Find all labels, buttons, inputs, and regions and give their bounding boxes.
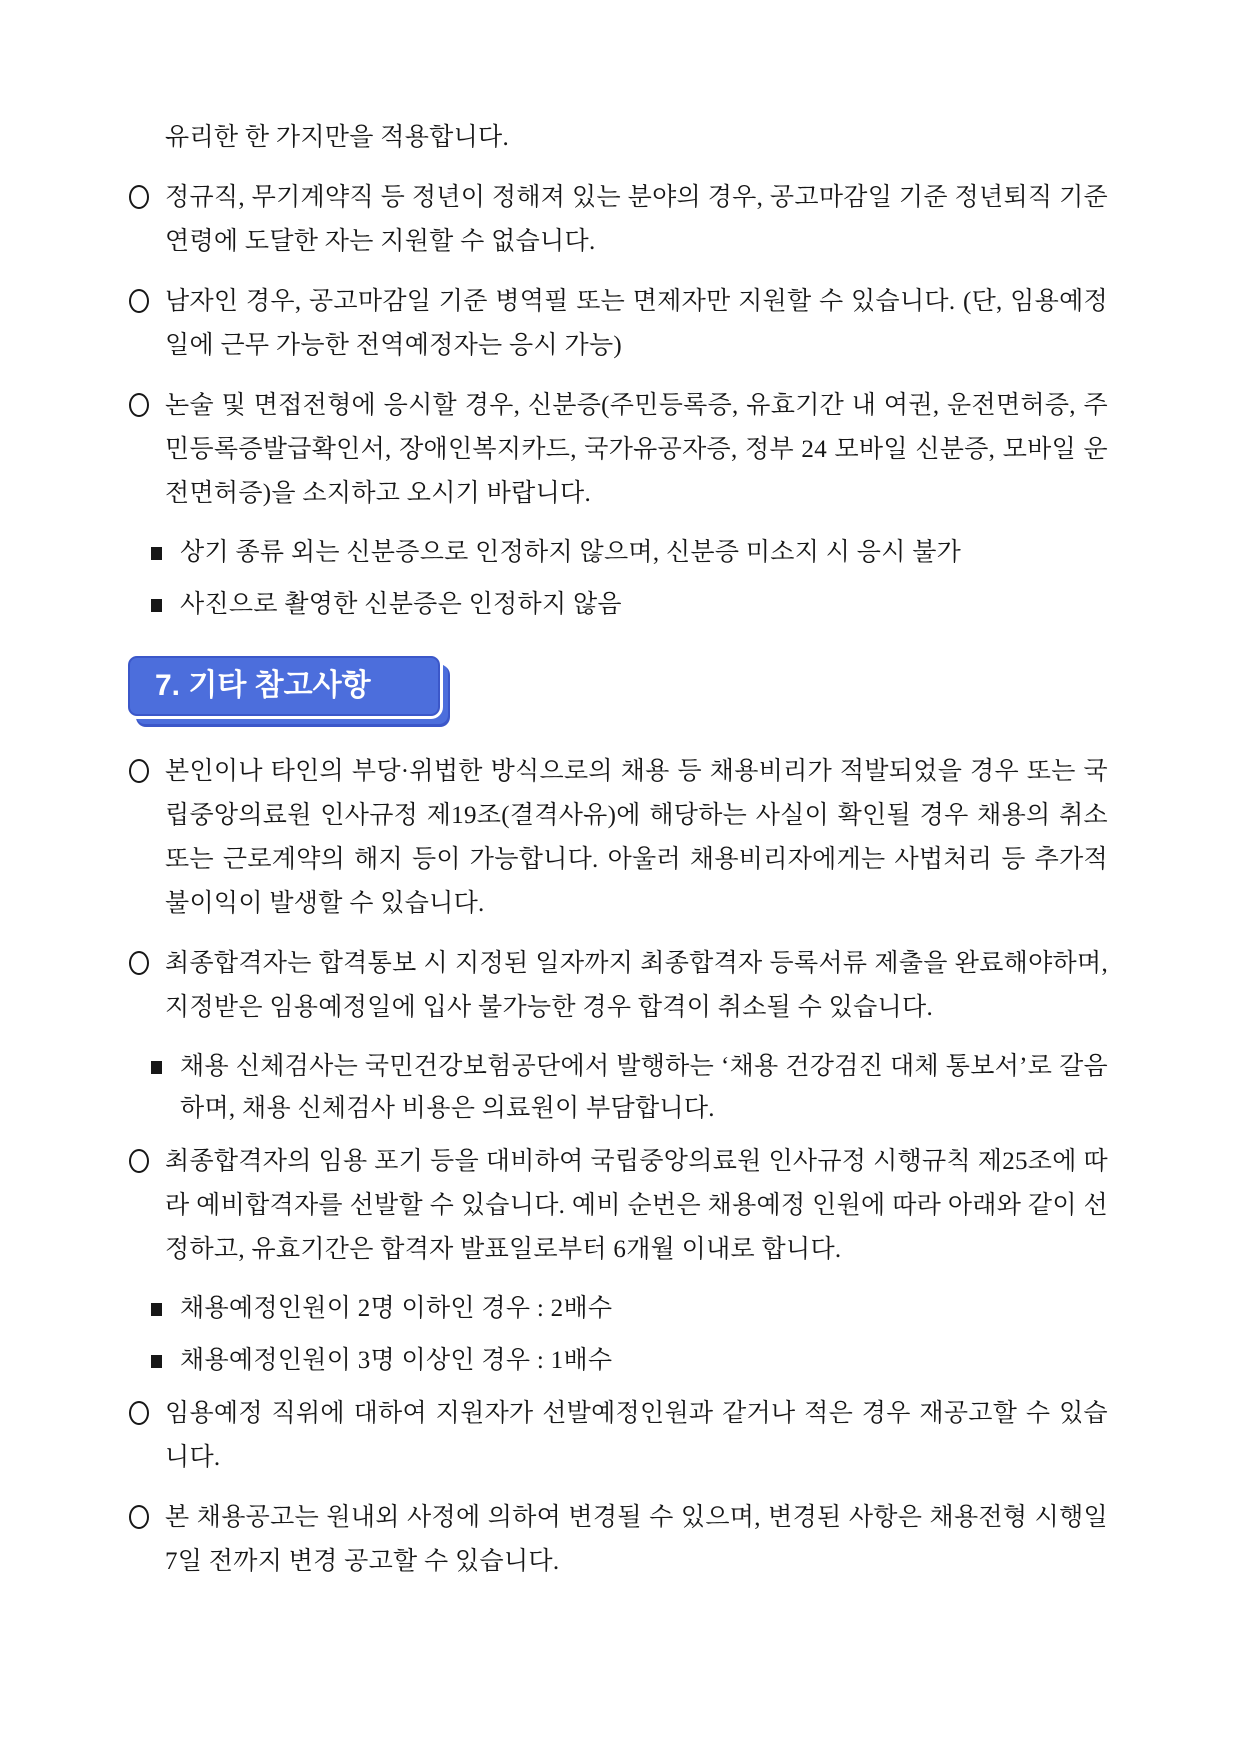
circle-bullet-icon [129, 1505, 149, 1529]
circle-bullet-icon [129, 759, 149, 783]
list-item-text: 채용예정인원이 2명 이하인 경우 : 2배수 [180, 1295, 613, 1322]
list-item [128, 1392, 1108, 1480]
list-item-text: 본 채용공고는 원내외 사정에 의하여 변경될 수 있으며, 변경된 사항은 채용전형 시행일 7일 전까지 변경 공고할 수 있습니다. [165, 1504, 1108, 1575]
list-item-text: 임용예정 직위에 대하여 지원자가 선발예정인원과 같거나 적은 경우 재공고할 수 있습니다. [165, 1400, 1108, 1471]
square-bullet-icon [151, 599, 162, 612]
square-bullet-icon [151, 1355, 162, 1368]
circle-bullet-icon [129, 393, 149, 417]
list-item-text: 논술 및 면접전형에 응시할 경우, 신분증(주민등록증, 유효기간 내 여권, 운전면허증, 주민등록증발급확인서, 장애인복지카드, 국가유공자증, 정부 24 모바일 신분증, 모바일 운전면허증)을 소지하고 오시기 바랍니다. [165, 392, 1108, 507]
list-item-text: 사진으로 촬영한 신분증은 인정하지 않음 [180, 591, 622, 618]
list-item-text: 남자인 경우, 공고마감일 기준 병역필 또는 면제자만 지원할 수 있습니다. (단, 임용예정일에 근무 가능한 전역예정자는 응시 가능) [165, 288, 1108, 359]
list-item [128, 280, 1108, 368]
list-item-text: 최종합격자는 합격통보 시 지정된 일자까지 최종합격자 등록서류 제출을 완료해야하며, 지정받은 임용예정일에 입사 불가능한 경우 합격이 취소될 수 있습니다. [165, 950, 1108, 1021]
circle-bullet-icon [129, 1149, 149, 1173]
list-item [128, 176, 1108, 264]
square-bullet-icon [151, 1061, 162, 1074]
sub-list-item [128, 1288, 1108, 1330]
sub-list-item [128, 532, 1108, 574]
square-bullet-icon [151, 547, 162, 560]
list-item-text: 유리한 한 가지만을 적용합니다. [165, 124, 510, 151]
list-item [128, 750, 1108, 926]
circle-bullet-icon [129, 951, 149, 975]
circle-bullet-icon [129, 289, 149, 313]
list-item-text: 채용예정인원이 3명 이상인 경우 : 1배수 [180, 1347, 613, 1374]
list-item-text: 채용 신체검사는 국민건강보험공단에서 발행하는 ‘채용 건강검진 대체 통보서’로 갈음하며, 채용 신체검사 비용은 의료원이 부담합니다. [180, 1053, 1108, 1122]
list-item-text: 상기 종류 외는 신분증으로 인정하지 않으며, 신분증 미소지 시 응시 불가 [180, 539, 962, 566]
circle-bullet-icon [129, 1401, 149, 1425]
list-item [128, 942, 1108, 1030]
list-item [128, 1140, 1108, 1272]
section-7-header: 7. 기타 참고사항 [128, 656, 440, 716]
list-item [128, 1496, 1108, 1584]
list-item-text: 최종합격자의 임용 포기 등을 대비하여 국립중앙의료원 인사규정 시행규칙 제25조에 따라 예비합격자를 선발할 수 있습니다. 예비 순번은 채용예정 인원에 따라 아래와 같이 선정하고, 유효기간은 합격자 발표일로부터 6개월 이내로 합니다. [165, 1148, 1108, 1263]
sub-list-item [128, 1340, 1108, 1382]
sub-list-item [128, 1046, 1108, 1130]
list-item-text: 정규직, 무기계약직 등 정년이 정해져 있는 분야의 경우, 공고마감일 기준 정년퇴직 기준연령에 도달한 자는 지원할 수 없습니다. [165, 184, 1108, 255]
square-bullet-icon [151, 1303, 162, 1316]
sub-list-item [128, 584, 1108, 626]
section-header-row [128, 656, 1108, 716]
circle-bullet-icon [129, 185, 149, 209]
list-item-continuation [128, 116, 1108, 160]
list-item [128, 384, 1108, 516]
list-item-text: 본인이나 타인의 부당·위법한 방식으로의 채용 등 채용비리가 적발되었을 경우 또는 국립중앙의료원 인사규정 제19조(결격사유)에 해당하는 사실이 확인될 경우 채용의 취소 또는 근로계약의 해지 등이 가능합니다. 아울러 채용비리자에게는 사법처리 등 추가적 불이익이 발생할 수 있습니다. [165, 758, 1108, 917]
